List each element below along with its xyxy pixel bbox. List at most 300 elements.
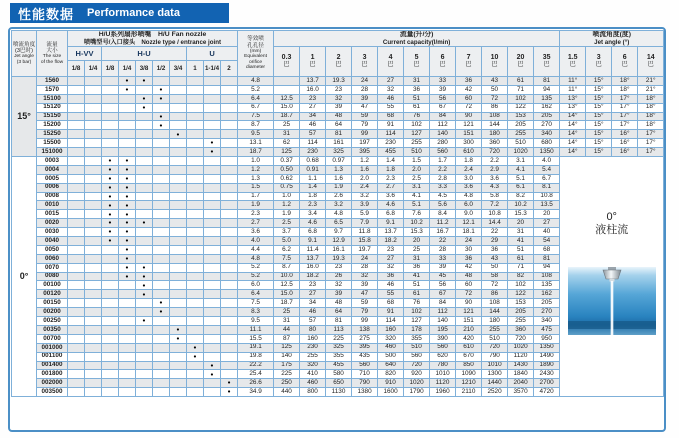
joint-dot-cell [204, 192, 221, 201]
joint-dot-cell [153, 174, 170, 183]
joint-dot-cell [85, 148, 102, 157]
hdr-text: 流量(升/分) [399, 31, 434, 39]
capacity-value-cell: 113 [326, 325, 352, 334]
joint-dot-cell [119, 325, 136, 334]
capacity-value-cell: 25 [274, 121, 300, 130]
joint-dot-cell [119, 281, 136, 290]
joint-dot-cell [136, 352, 153, 361]
capacity-value-cell: 31 [404, 77, 430, 86]
header-pressure-7bar [456, 47, 482, 77]
capacity-value-cell: 920 [404, 370, 430, 379]
joint-dot-cell [221, 370, 238, 379]
capacity-value-cell: 2.2 [482, 157, 508, 166]
joint-dot-cell [102, 352, 119, 361]
capacity-value-cell: 640 [378, 361, 404, 370]
capacity-value-cell: 151 [456, 130, 482, 139]
header-pressure-1bar [300, 47, 326, 77]
capacity-value-cell: 500 [378, 352, 404, 361]
capacity-value-cell: 84 [430, 112, 456, 121]
capacity-value-cell: 84 [430, 299, 456, 308]
pressure-unit: 巴 [491, 62, 498, 69]
capacity-value-cell: 5.8 [482, 192, 508, 201]
joint-dot-cell [119, 299, 136, 308]
capacity-value-cell: 11.8 [352, 228, 378, 237]
joint-dot-cell: • [204, 148, 221, 157]
joint-dot-cell [170, 352, 187, 361]
capacity-value-cell: 230 [378, 139, 404, 148]
capacity-value-cell: 8.2 [508, 192, 534, 201]
header-joint-size: 1-1/4 [204, 61, 221, 77]
joint-dot-cell [204, 130, 221, 139]
joint-dot-cell [221, 210, 238, 219]
capacity-value-cell: 26 [326, 272, 352, 281]
jet-angle-value-cell: 17° [612, 103, 638, 112]
capacity-value-cell: 2.3 [378, 174, 404, 183]
joint-dot-cell [170, 388, 187, 397]
table-row [12, 94, 664, 103]
orifice-value-cell: 8.7 [238, 121, 274, 130]
capacity-value-cell: 19.7 [352, 245, 378, 254]
jet-angle-value-cell: 18° [638, 103, 664, 112]
joint-dot-cell [102, 148, 119, 157]
joint-dot-cell [204, 334, 221, 343]
capacity-value-cell: 87 [274, 334, 300, 343]
capacity-value-cell: 5.9 [352, 210, 378, 219]
capacity-value-cell: 5.0 [274, 237, 300, 246]
joint-dot-cell [68, 290, 85, 299]
joint-dot-cell [102, 263, 119, 272]
joint-dot-cell [204, 174, 221, 183]
capacity-value-cell: 800 [300, 388, 326, 397]
joint-dot-cell [221, 77, 238, 86]
joint-dot-cell [102, 388, 119, 397]
jet-angle-value-cell: 18° [638, 112, 664, 121]
jet-angle-value-cell: 17° [638, 148, 664, 157]
joint-dot-cell [102, 361, 119, 370]
orifice-value-cell: 7.5 [238, 112, 274, 121]
flow-size-label: 0003 [37, 157, 68, 166]
capacity-value-cell: 1.5 [404, 157, 430, 166]
capacity-value-cell: 1380 [352, 388, 378, 397]
capacity-value-cell: 122 [508, 103, 534, 112]
joint-dot-cell: • [170, 130, 187, 139]
capacity-value-cell: 82 [508, 272, 534, 281]
jet-angle-value-cell: 14° [560, 148, 586, 157]
capacity-value-cell: 1010 [430, 370, 456, 379]
table-row [12, 103, 664, 112]
capacity-value-cell: 720 [508, 334, 534, 343]
joint-dot-cell [68, 370, 85, 379]
joint-dot-cell [102, 379, 119, 388]
orifice-value-cell: 19.1 [238, 343, 274, 352]
joint-dot-cell [102, 85, 119, 94]
capacity-value-cell: 2.0 [352, 174, 378, 183]
capacity-value-cell: 121 [456, 121, 482, 130]
capacity-value-cell: 1010 [482, 361, 508, 370]
joint-dot-cell [68, 263, 85, 272]
capacity-value-cell: 34 [300, 299, 326, 308]
joint-dot-cell [68, 228, 85, 237]
capacity-value-cell: 25 [404, 245, 430, 254]
section-angle-label: 0° [12, 157, 37, 397]
capacity-value-cell: 4.5 [430, 192, 456, 201]
header-jet-angle-group [560, 31, 664, 47]
capacity-value-cell: 71 [508, 85, 534, 94]
capacity-value-cell: 1440 [482, 379, 508, 388]
capacity-value-cell: 3.1 [508, 157, 534, 166]
joint-dot-cell [68, 148, 85, 157]
joint-dot-cell [68, 121, 85, 130]
capacity-value-cell: 33 [430, 254, 456, 263]
capacity-value-cell: 320 [378, 334, 404, 343]
capacity-value-cell: 250 [274, 379, 300, 388]
capacity-value-cell: 108 [482, 112, 508, 121]
capacity-value-cell: 2.8 [430, 174, 456, 183]
jet-angle-value-cell: 18° [638, 121, 664, 130]
flow-size-label: 151000 [37, 148, 68, 157]
capacity-value-cell: 720 [482, 343, 508, 352]
joint-dot-cell [153, 103, 170, 112]
joint-dot-cell: • [221, 379, 238, 388]
joint-dot-cell: • [119, 219, 136, 228]
capacity-value-cell: 6.1 [508, 183, 534, 192]
orifice-value-cell: 5.2 [238, 85, 274, 94]
joint-dot-cell: • [119, 77, 136, 86]
capacity-value-cell: 46 [300, 121, 326, 130]
joint-dot-cell [68, 130, 85, 139]
capacity-value-cell: 175 [274, 361, 300, 370]
joint-dot-cell [204, 103, 221, 112]
capacity-value-cell: 560 [404, 352, 430, 361]
capacity-value-cell: 47 [352, 103, 378, 112]
capacity-value-cell: 680 [534, 139, 560, 148]
pressure-unit: 巴 [595, 62, 602, 69]
capacity-value-cell: 16.0 [300, 263, 326, 272]
joint-dot-cell [221, 148, 238, 157]
joint-dot-cell [170, 370, 187, 379]
capacity-value-cell: 81 [534, 254, 560, 263]
capacity-value-cell: 1.9 [274, 210, 300, 219]
capacity-value-cell: 12.5 [274, 94, 300, 103]
joint-dot-cell [187, 77, 204, 86]
orifice-value-cell: 34.9 [238, 388, 274, 397]
pressure-value: 1.5 [567, 54, 578, 62]
jet-angle-value-cell: 17° [612, 112, 638, 121]
capacity-value-cell: 1020 [404, 379, 430, 388]
capacity-value-cell: 28 [430, 245, 456, 254]
joint-dot-cell [187, 112, 204, 121]
joint-dot-cell [187, 157, 204, 166]
orifice-value-cell: 6.4 [238, 290, 274, 299]
joint-dot-cell [221, 183, 238, 192]
capacity-value-cell: 39 [430, 85, 456, 94]
joint-dot-cell [170, 77, 187, 86]
capacity-value-cell: 410 [300, 370, 326, 379]
joint-dot-cell [221, 192, 238, 201]
jet-angle-value-cell: 15° [586, 112, 612, 121]
joint-dot-cell [153, 352, 170, 361]
jet-angle-value-cell: 17° [612, 94, 638, 103]
hdr-text: of the flow [40, 59, 64, 65]
joint-dot-cell [85, 370, 102, 379]
joint-dot-cell [136, 165, 153, 174]
joint-dot-cell [85, 379, 102, 388]
capacity-value-cell: 19.3 [326, 77, 352, 86]
header-joint-size: 1 [187, 61, 204, 77]
capacity-value-cell: 710 [352, 370, 378, 379]
capacity-value-cell: 81 [326, 317, 352, 326]
header-joint-size: 1/4 [85, 61, 102, 77]
orifice-value-cell: 9.5 [238, 317, 274, 326]
joint-dot-cell [204, 228, 221, 237]
joint-dot-cell [187, 388, 204, 397]
section-angle-label: 15° [12, 77, 37, 157]
orifice-value-cell: 1.7 [238, 192, 274, 201]
joint-dot-cell [187, 334, 204, 343]
header-type-hvv: H-VV [68, 47, 102, 61]
capacity-value-cell: 3.6 [378, 192, 404, 201]
joint-dot-cell [153, 148, 170, 157]
joint-dot-cell [153, 183, 170, 192]
capacity-value-cell: 320 [300, 361, 326, 370]
capacity-value-cell: 76 [404, 112, 430, 121]
flow-size-label: 00150 [37, 299, 68, 308]
capacity-value-cell: 670 [456, 352, 482, 361]
joint-dot-cell [153, 388, 170, 397]
joint-dot-cell [136, 237, 153, 246]
capacity-value-cell: 10.8 [482, 210, 508, 219]
orifice-value-cell: 1.3 [238, 174, 274, 183]
capacity-value-cell: 28 [352, 263, 378, 272]
joint-dot-cell: • [119, 228, 136, 237]
capacity-value-cell: 62 [274, 139, 300, 148]
joint-dot-cell [170, 201, 187, 210]
joint-dot-cell [187, 94, 204, 103]
joint-dot-cell: • [153, 94, 170, 103]
pressure-value: 35 [542, 54, 551, 62]
joint-dot-cell: • [153, 112, 170, 121]
capacity-value-cell: 23 [378, 245, 404, 254]
joint-dot-cell [170, 174, 187, 183]
capacity-value-cell: 210 [456, 325, 482, 334]
table-row [12, 157, 664, 166]
joint-dot-cell [68, 174, 85, 183]
pressure-value: 10 [490, 54, 499, 62]
joint-dot-cell [119, 94, 136, 103]
joint-dot-cell [85, 388, 102, 397]
capacity-value-cell: 60 [456, 94, 482, 103]
capacity-value-cell: 108 [534, 272, 560, 281]
capacity-value-cell: 81 [534, 77, 560, 86]
joint-dot-cell [170, 245, 187, 254]
joint-dot-cell: • [204, 139, 221, 148]
capacity-value-cell: 57 [300, 130, 326, 139]
capacity-value-cell: 10.0 [274, 272, 300, 281]
capacity-value-cell: 15.3 [404, 228, 430, 237]
joint-dot-cell [153, 201, 170, 210]
capacity-value-cell: 13.7 [378, 228, 404, 237]
orifice-value-cell: 1.0 [238, 157, 274, 166]
orifice-value-cell: 15.5 [238, 334, 274, 343]
capacity-value-cell: 23 [300, 281, 326, 290]
flow-size-label: 00120 [37, 290, 68, 299]
page-title-zh: 性能数据 [18, 6, 75, 22]
joint-dot-cell [68, 245, 85, 254]
capacity-value-cell: 36 [482, 245, 508, 254]
joint-dot-cell: • [119, 192, 136, 201]
joint-dot-cell: • [153, 85, 170, 94]
capacity-value-cell: 1350 [534, 343, 560, 352]
joint-dot-cell [204, 245, 221, 254]
capacity-value-cell: 138 [352, 325, 378, 334]
flow-size-label: 0030 [37, 228, 68, 237]
joint-dot-cell [204, 237, 221, 246]
table-row [12, 121, 664, 130]
hdr-text: diameter [246, 65, 266, 71]
joint-dot-cell: • [102, 219, 119, 228]
joint-dot-cell: • [136, 219, 153, 228]
joint-dot-cell [68, 103, 85, 112]
orifice-value-cell: 2.3 [238, 210, 274, 219]
joint-dot-cell [136, 388, 153, 397]
joint-dot-cell [153, 210, 170, 219]
capacity-value-cell: 1120 [430, 379, 456, 388]
capacity-value-cell: 15.8 [352, 237, 378, 246]
joint-dot-cell [153, 192, 170, 201]
capacity-value-cell: 43 [482, 254, 508, 263]
jet-angle-value-cell: 16° [612, 139, 638, 148]
joint-dot-cell [136, 183, 153, 192]
capacity-value-cell: 46 [378, 94, 404, 103]
joint-dot-cell [221, 325, 238, 334]
joint-dot-cell [68, 77, 85, 86]
jet-angle-value-cell: 14° [560, 130, 586, 139]
orifice-value-cell: 6.7 [238, 103, 274, 112]
joint-dot-cell [221, 263, 238, 272]
capacity-value-cell: 5.4 [534, 165, 560, 174]
capacity-value-cell: 45 [430, 272, 456, 281]
capacity-value-cell: 127 [404, 317, 430, 326]
capacity-value-cell: 13.7 [300, 254, 326, 263]
pressure-unit: 巴 [569, 62, 576, 69]
joint-dot-cell [153, 370, 170, 379]
capacity-value-cell: 8.1 [534, 183, 560, 192]
capacity-value-cell: 46 [378, 281, 404, 290]
orifice-value-cell: 4.8 [238, 77, 274, 86]
capacity-value-cell: 2520 [482, 388, 508, 397]
header-angle-pressure-1.5bar [560, 47, 586, 77]
header-angle-pressure-14bar [638, 47, 664, 77]
table-body [12, 77, 664, 397]
joint-dot-cell [153, 165, 170, 174]
joint-dot-cell [136, 210, 153, 219]
capacity-value-cell: 9.7 [326, 228, 352, 237]
capacity-value-cell: 9.1 [300, 237, 326, 246]
joint-dot-cell [170, 308, 187, 317]
jet-angle-value-cell: 15° [586, 85, 612, 94]
capacity-value-cell: 160 [300, 334, 326, 343]
joint-dot-cell [204, 77, 221, 86]
joint-dot-cell [85, 228, 102, 237]
pressure-unit: 巴 [543, 62, 550, 69]
capacity-value-cell: 68 [534, 245, 560, 254]
joint-dot-cell [204, 112, 221, 121]
joint-dot-cell [204, 272, 221, 281]
jet-angle-value-cell: 14° [560, 139, 586, 148]
joint-dot-cell [221, 112, 238, 121]
capacity-value-cell: 47 [352, 290, 378, 299]
capacity-value-cell: 18.2 [300, 272, 326, 281]
capacity-value-cell: 67 [430, 103, 456, 112]
capacity-value-cell: 7.6 [404, 210, 430, 219]
capacity-value-cell: 6.8 [300, 228, 326, 237]
capacity-value-cell: 1490 [534, 352, 560, 361]
joint-dot-cell [119, 352, 136, 361]
capacity-value-cell: 42 [456, 263, 482, 272]
pressure-unit: 巴 [335, 62, 342, 69]
capacity-value-cell: 205 [508, 308, 534, 317]
joint-dot-cell [119, 130, 136, 139]
joint-dot-cell [187, 148, 204, 157]
capacity-value-cell: 18.7 [274, 112, 300, 121]
capacity-value-cell: 610 [456, 343, 482, 352]
joint-dot-cell [170, 112, 187, 121]
joint-dot-cell [68, 254, 85, 263]
joint-dot-cell [204, 352, 221, 361]
joint-dot-cell [170, 210, 187, 219]
capacity-value-cell: 56 [430, 94, 456, 103]
joint-dot-cell [102, 112, 119, 121]
hdr-text: 喷流角度 [12, 41, 36, 48]
capacity-value-cell: 51 [508, 245, 534, 254]
joint-dot-cell [68, 183, 85, 192]
capacity-value-cell: 11.4 [300, 245, 326, 254]
joint-dot-cell [170, 85, 187, 94]
joint-dot-cell [136, 201, 153, 210]
joint-dot-cell: • [119, 165, 136, 174]
pressure-unit: 巴 [309, 62, 316, 69]
joint-dot-cell [136, 121, 153, 130]
capacity-value-cell: 99 [352, 130, 378, 139]
joint-dot-cell [136, 228, 153, 237]
capacity-value-cell: 27 [300, 103, 326, 112]
capacity-value-cell: 24 [456, 237, 482, 246]
joint-dot-cell [85, 317, 102, 326]
capacity-value-cell: 780 [430, 361, 456, 370]
capacity-value-cell: 0.91 [300, 165, 326, 174]
capacity-value-cell: 72 [482, 281, 508, 290]
joint-dot-cell [136, 325, 153, 334]
performance-table [11, 30, 664, 397]
joint-dot-cell [68, 210, 85, 219]
orifice-value-cell: 3.6 [238, 228, 274, 237]
capacity-value-cell: 72 [482, 94, 508, 103]
capacity-value-cell: 6.0 [456, 201, 482, 210]
capacity-value-cell: 460 [300, 379, 326, 388]
joint-dot-cell [102, 94, 119, 103]
joint-dot-cell [221, 103, 238, 112]
joint-dot-cell [170, 148, 187, 157]
capacity-value-cell: 125 [274, 148, 300, 157]
joint-dot-cell [85, 290, 102, 299]
capacity-value-cell: 41 [508, 237, 534, 246]
capacity-value-cell: 790 [352, 379, 378, 388]
capacity-value-cell: 80 [300, 325, 326, 334]
joint-dot-cell [187, 85, 204, 94]
flow-size-label: 0040 [37, 237, 68, 246]
capacity-value-cell: 6.8 [378, 210, 404, 219]
capacity-value-cell: 16.7 [430, 228, 456, 237]
